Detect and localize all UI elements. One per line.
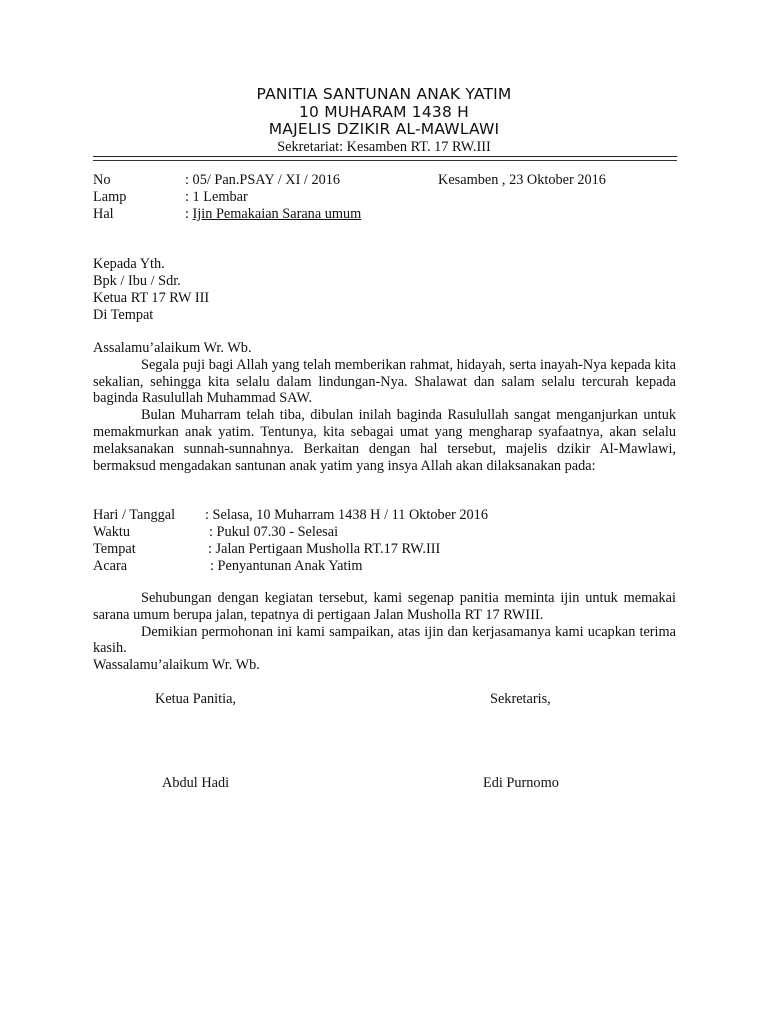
event-agenda-label: Acara — [93, 558, 128, 574]
event-place-value: : Jalan Pertigaan Musholla RT.17 RW.III — [208, 541, 441, 557]
subject-colon: : — [185, 206, 193, 222]
letterhead — [0, 86, 768, 156]
event-agenda-value: : Penyantunan Anak Yatim — [210, 558, 363, 574]
letterhead-date: 10 MUHARAM 1438 H — [298, 102, 470, 121]
event-row-agenda — [93, 558, 683, 575]
letterhead-secretariat: Sekretariat: Kesamben RT. 17 RW.III — [277, 138, 491, 155]
closing-paragraph-1: Sehubungan dengan kegiatan tersebut, kami segenap panitia meminta ijin untuk memakai sarana umum berupa jalan, tepatnya di pertigaan Jalan Musholla RT 17 RWIII. — [93, 590, 676, 623]
event-time-label: Waktu — [93, 524, 130, 540]
event-place-label: Tempat — [93, 541, 136, 557]
number-value: : 05/ Pan.PSAY / XI / 2016 — [185, 172, 341, 188]
event-day-label: Hari / Tanggal — [93, 507, 176, 523]
recipient-line-1: Kepada Yth. — [93, 256, 165, 272]
attachment-value: : 1 Lembar — [185, 189, 248, 205]
farewell: Wassalamu’alaikum Wr. Wb. — [93, 657, 260, 674]
header-divider-thin — [93, 160, 677, 161]
subject-label: Hal — [93, 206, 114, 222]
letter-body — [93, 340, 676, 474]
body-paragraph-2: Bulan Muharram telah tiba, dibulan inilah baginda Rasulullah sangat menganjurkan untuk memakmurkan anak yatim. Tentunya, kita sebagai umat yang mengharap syafaatnya, akan selalu melaksanakan sunnah-sunnahnya. Berkaitan dengan hal tersebut, majelis dzikir Al-Mawlawi, bermaksud mengadakan santunan anak yatim yang insya Allah akan dilaksanakan pada: — [93, 407, 676, 474]
meta-row-attachment — [93, 189, 683, 206]
recipient-line-2: Bpk / Ibu / Sdr. — [93, 273, 181, 289]
closing-block — [93, 590, 676, 674]
event-details — [93, 507, 683, 575]
meta-row-number — [93, 172, 683, 189]
greeting: Assalamu’alaikum Wr. Wb. — [93, 340, 252, 356]
recipient-line-3: Ketua RT 17 RW III — [93, 290, 210, 306]
signature-title-chairman: Ketua Panitia, — [155, 691, 236, 707]
letterhead-organization: MAJELIS DZIKIR AL-MAWLAWI — [268, 120, 500, 138]
event-day-value: : Selasa, 10 Muharram 1438 H / 11 Oktober 2016 — [205, 507, 488, 523]
recipient-line-4: Di Tempat — [93, 307, 154, 323]
closing-paragraph-2: Demikian permohonan ini kami sampaikan, atas ijin dan kerjasamanya kami ucapkan terima kasih. — [93, 623, 676, 657]
meta-row-subject — [93, 206, 683, 223]
letterhead-committee: PANITIA SANTUNAN ANAK YATIM — [256, 85, 512, 103]
subject-value: Ijin Pemakaian Sarana umum — [192, 206, 362, 222]
event-row-place — [93, 541, 683, 558]
signature-name-chairman: Abdul Hadi — [162, 775, 230, 791]
letter-date: Kesamben , 23 Oktober 2016 — [438, 172, 606, 188]
recipient-block — [93, 256, 677, 324]
event-row-time — [93, 524, 683, 541]
body-paragraph-1: Segala puji bagi Allah yang telah memberikan rahmat, hidayah, serta inayah-Nya kepada kita sekalian, sehingga kita selalu dalam lindungan-Nya. Shalawat dan salam selalu tercurah kepada baginda Rasulullah Muhammad SAW. — [93, 356, 676, 407]
event-time-value: : Pukul 07.30 - Selesai — [209, 524, 339, 540]
signature-title-secretary: Sekretaris, — [490, 691, 551, 707]
letter-meta — [93, 172, 683, 223]
signature-name-secretary: Edi Purnomo — [483, 775, 559, 791]
number-label: No — [93, 172, 111, 188]
header-divider-thick — [93, 156, 677, 157]
event-row-day — [93, 507, 683, 524]
attachment-label: Lamp — [93, 189, 127, 205]
subject-value-wrap — [185, 206, 361, 223]
